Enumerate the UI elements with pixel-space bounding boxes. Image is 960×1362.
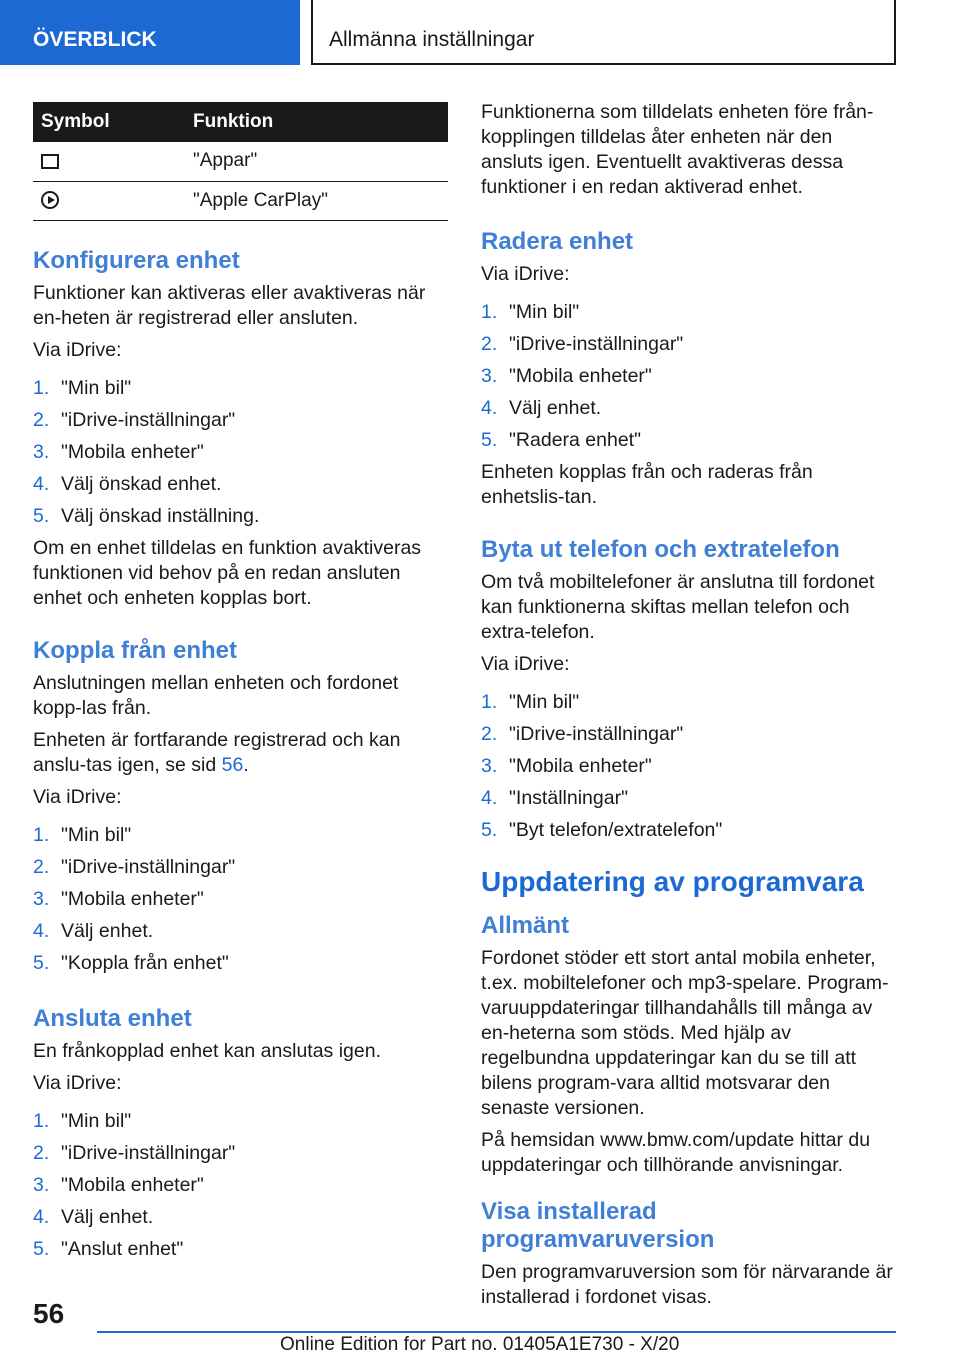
paragraph: På hemsidan www.bmw.com/update hittar du uppdateringar och tillhörande anvisningar.	[481, 1129, 871, 1176]
left-column	[33, 102, 448, 1269]
heading-radera: Radera enhet	[481, 228, 634, 255]
page-reference-link[interactable]: 56	[221, 753, 244, 776]
list-item: 2. "iDrive-inställningar"	[33, 408, 236, 431]
list-item: 1. "Min bil"	[33, 1109, 132, 1132]
paragraph: Enheten kopplas från och raderas från enhetslis-tan.	[481, 461, 813, 508]
list-item: 1. "Min bil"	[33, 823, 132, 846]
steps-koppla-fran	[33, 819, 448, 979]
via-idrive: Via iDrive:	[481, 263, 570, 285]
list-item: 5. "Radera enhet"	[481, 429, 642, 451]
list-item: 3. "Mobila enheter"	[33, 887, 204, 910]
list-item: 5. "Byt telefon/extratelefon"	[481, 819, 723, 841]
paragraph: Fordonet stöder ett stort antal mobila enheter, t.ex. mobiltelefoner och mp3-spelare. Program-varuuppdateringar tillhandahålls till många av en-heterna som stöds. Med hjälp av regelbundna uppdateringar kan du se till att bilens program-vara alltid motsvarar den senaste versionen.	[481, 947, 889, 1119]
list-item: 1. "Min bil"	[481, 691, 580, 713]
list-item: 5. "Anslut enhet"	[33, 1237, 184, 1260]
list-item: 1. "Min bil"	[481, 301, 580, 323]
steps-ansluta	[33, 1105, 448, 1265]
table-cell-function: "Appar"	[193, 142, 448, 181]
heading-konfigurera: Konfigurera enhet	[33, 246, 240, 274]
list-item: 4. Välj önskad enhet.	[33, 472, 222, 495]
table-row	[33, 181, 448, 220]
footer-divider	[97, 1331, 896, 1333]
via-idrive: Via iDrive:	[33, 785, 122, 808]
symbol-table	[33, 102, 448, 221]
heading-byta: Byta ut telefon och extratelefon	[481, 536, 840, 563]
paragraph: Funktionerna som tilldelats enheten före från-kopplingen tilldelas åter enheten när den ansluts igen. Eventuellt avaktiveras dessa funktioner i en redan aktiverad enhet.	[481, 101, 874, 198]
section-tab: ÖVERBLICK	[0, 0, 300, 65]
via-idrive: Via iDrive:	[33, 1071, 122, 1094]
list-item: 4. Välj enhet.	[33, 919, 154, 942]
list-item: 3. "Mobila enheter"	[33, 440, 204, 463]
paragraph: Om en enhet tilldelas en funktion avaktiveras funktionen vid behov på en redan ansluten enhet och enheten kopplas bort.	[33, 536, 422, 609]
table-row	[33, 142, 448, 181]
paragraph: Om två mobiltelefoner är anslutna till fordonet kan funktionerna skiftas mellan telefon och extra-telefon.	[481, 571, 875, 643]
chapter-tab: Allmänna inställningar	[311, 0, 896, 65]
paragraph: Den programvaruversion som för närvarande är installerad i fordonet visas.	[481, 1261, 893, 1308]
steps-radera	[481, 296, 896, 456]
page-header	[0, 0, 960, 66]
heading-allmant: Allmänt	[481, 912, 570, 939]
list-item: 2. "iDrive-inställningar"	[481, 723, 684, 745]
table-header-symbol: Symbol	[33, 102, 193, 142]
steps-konfigurera	[33, 372, 448, 532]
table-header-function: Funktion	[193, 102, 448, 142]
list-item: 2. "iDrive-inställningar"	[481, 333, 684, 355]
table-cell-function: "Apple CarPlay"	[193, 181, 448, 220]
paragraph: Funktioner kan aktiveras eller avaktiveras när en-heten är registrerad eller ansluten.	[33, 281, 426, 329]
paragraph: Anslutningen mellan enheten och fordonet kopp-las från.	[33, 671, 399, 719]
heading-koppla-fran: Koppla från enhet	[33, 636, 238, 664]
list-item: 1. "Min bil"	[33, 376, 132, 399]
carplay-icon	[41, 191, 59, 209]
heading-ansluta: Ansluta enhet	[33, 1004, 192, 1032]
list-item: 3. "Mobila enheter"	[481, 755, 652, 777]
steps-byta	[481, 686, 896, 846]
list-item: 4. Välj enhet.	[33, 1205, 154, 1228]
list-item: 4. Välj enhet.	[481, 397, 602, 419]
via-idrive: Via iDrive:	[33, 338, 122, 361]
list-item: 4. "Inställningar"	[481, 787, 628, 809]
heading-uppdatering: Uppdatering av programvara	[481, 866, 864, 897]
page-number: 56	[33, 1298, 65, 1329]
list-item: 3. "Mobila enheter"	[33, 1173, 204, 1196]
paragraph-reference: Enheten är fortfarande registrerad och kan anslu-tas igen, se sid 56.	[33, 728, 401, 776]
right-column	[481, 100, 896, 1317]
list-item: 5. "Koppla från enhet"	[33, 951, 229, 974]
via-idrive: Via iDrive:	[481, 653, 570, 675]
list-item: 2. "iDrive-inställningar"	[33, 855, 236, 878]
paragraph: En frånkopplad enhet kan anslutas igen.	[33, 1039, 382, 1062]
heading-visa-version: Visa installerad programvaruversion	[481, 1198, 715, 1253]
apps-icon	[41, 154, 59, 169]
list-item: 2. "iDrive-inställningar"	[33, 1141, 236, 1164]
list-item: 3. "Mobila enheter"	[481, 365, 652, 387]
footer-edition: Online Edition for Part no. 01405A1E730 - X/20	[280, 1334, 680, 1355]
list-item: 5. Välj önskad inställning.	[33, 504, 260, 527]
